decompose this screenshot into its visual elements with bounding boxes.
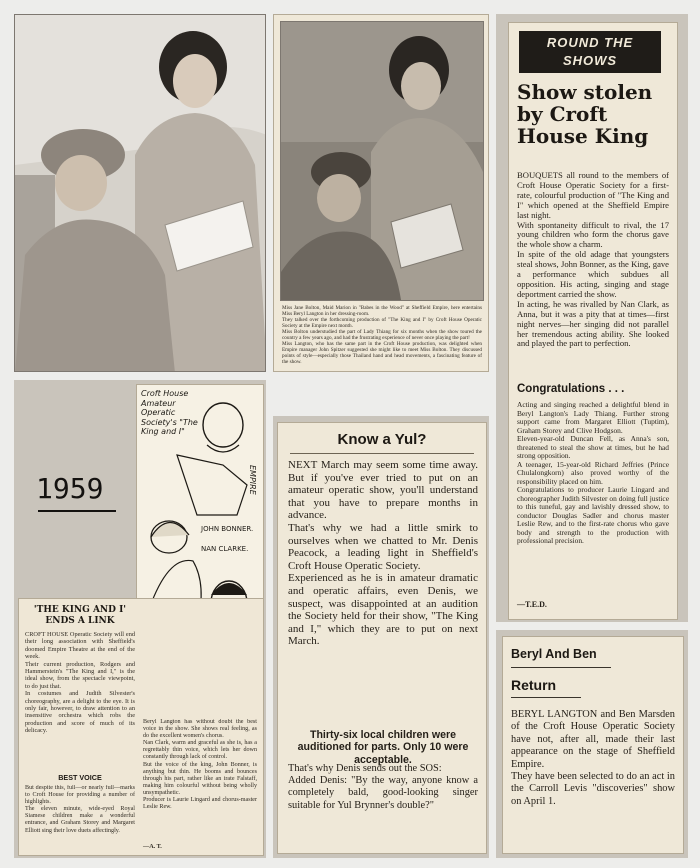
know-a-yul-body: NEXT March may seem some time away. But if you've ever tried to put on an amateur operatic show, you'll understand that you have to prepare months in advance. That's why we had a little smirk to ourselves when we chatted to Mr. Denis Peacock, a leading light in Sheffield's Croft House Operatic Society. Experienced as he is in amateur dramatic and operatic affairs, even Denis, we suspect, was disappointed at an audition the Society held for their show, "The King and I," which they are to put on next March.	[288, 459, 478, 648]
board-1959	[14, 380, 266, 858]
year-underline	[38, 510, 116, 512]
beryl-and-ben-rule	[511, 667, 611, 668]
photo-illustration	[15, 15, 266, 372]
clipping-dressing-room-photo	[273, 14, 489, 372]
round-the-shows-body-continued: Acting and singing reached a delightful blend in Beryl Langton's Lady Thiang. Further strong support came from Margaret Elliott (Tuptim), Graham Storey and Clive Hodgson. Eleven-year-old Duncan Fell, as Anna's son, threatened to steal the show at times, but he had strong opposition. A teenager, 15-year-old Richard Jeffries (Prince Chulalongkorn) also proved worthy of the responsibility placed on him. Congratulations to producer Laurie Lingard and choreographer Judith Silvester on doing full justice to this tuneful, gay and lavishly dressed show, to conductor Douglas Sadler and chorus master Leslie Rew, and to the first-rate chorus who gave body and strength to the production with professional precision.	[517, 401, 669, 545]
know-a-yul-bold: Thirty-six local children were auditioned for parts. Only 10 were acceptable.	[297, 729, 469, 766]
clipping-beryl-and-ben	[502, 636, 684, 854]
clipping-round-the-shows	[508, 22, 678, 620]
king-and-i-ends-body: CROFT HOUSE Operatic Society will end their long association with Sheffield's doomed Empire Theatre at the end of the week. Their current production, Rodgers and Hammerstein's "The King and I," is the ideal show, from the spectacle viewpoint, to do just that. In costumes and Judith Silvester's choreography, are a delight to the eye. It is only fair, however, to draw attention to an insensitive orchestra which robs the production and score of much of its delicacy.	[25, 631, 135, 735]
round-the-shows-signature: —T.E.D.	[517, 600, 547, 609]
king-and-i-ends-body-continued: But despite this, full—or nearly full—marks to Croft House for providing a number of highlights. The eleven minute, wide-eyed Royal Siamese children make a wonderful entrance, and Graham Storey and Margaret Elliott sing their love duets affectingly.	[25, 785, 135, 834]
newspaper-photo-illustration	[281, 22, 483, 300]
round-the-shows-banner: ROUND THE SHOWS	[519, 31, 661, 73]
cartoon-empire-label: EMPIRE	[248, 465, 257, 495]
board-round-the-shows	[496, 14, 688, 622]
king-and-i-ends-signature: —A. T.	[143, 843, 162, 850]
beryl-and-ben-body: BERYL LANGTON and Ben Marsden of the Croft House Operatic Society have not, after all, made their last appearance on the stage of Sheffield Empire. They have been selected to do an act in the Carroll Levis "discoveries" show on April 1.	[511, 709, 675, 807]
board-beryl-and-ben	[496, 630, 688, 858]
round-the-shows-body: BOUQUETS all round to the members of Croft House Operatic Society for a first-rate, colourful production of "The King and I" which opened at the Sheffield Empire last night. With spontaneity difficult to rival, the 17 young children who form the chorus gave the whole show a charm. In spite of the old adage that youngsters steal shows, John Bonner, as the King, gave a performance which subdues all opposition. His acting, singing and stage deportment carried the show. In acting, he was rivalled by Nan Clark, as Anna, but it was a pity that at times—first night nerves—her singing did not parallel her tremendous acting ability. She looked and played the part to perfection.	[517, 171, 669, 349]
photo-singers-chatting	[14, 14, 266, 372]
clipping-know-a-yul	[277, 422, 487, 854]
headline-rule	[290, 453, 474, 454]
photo-caption: Miss Jane Bolton, Maid Marion in "Babes in the Wood" at Sheffield Empire, here entertains Miss Beryl Langton in her dressing-room. They talked over the forthcoming production of "The King and I" by Croft House Operatic Society at the Empire next month. Miss Bolton understudied the part of Lady Thiang for six months when the show toured the country a few years ago, and had the frustrating experience of never once playing the part! Miss Langton, who has the same part in the Croft House production, was delighted when Empire manager John Spitzer suggested she might like to meet Miss Bolton. They discussed points of style—especially those Thailand hand and head movements, a fascinating feature of the show.	[282, 305, 482, 365]
beryl-and-ben-headline-return: Return	[511, 677, 557, 693]
clipping-king-and-i-ends	[18, 598, 264, 856]
cartoon-caption: Croft House Amateur Operatic Society's "The King and I"	[141, 389, 198, 436]
board-know-a-yul	[273, 416, 489, 858]
king-and-i-ends-headline: 'THE KING AND I' ENDS A LINK	[33, 605, 127, 626]
beryl-and-ben-headline: Beryl And Ben	[511, 647, 597, 661]
congratulations-subhead: Congratulations . . .	[517, 383, 625, 395]
newspaper-photo	[280, 21, 484, 301]
year-note: 1959	[36, 472, 104, 505]
know-a-yul-body-continued: That's why Denis sends out the SOS: Added Denis: "By the way, anyone know a completely bald, good-looking singer suitable for Yul Brynner's double?"	[288, 763, 478, 811]
cartoon-john-label: JOHN BONNER.	[201, 525, 254, 533]
know-a-yul-headline: Know a Yul?	[337, 431, 427, 448]
cartoon-nan-label: NAN CLARKE.	[201, 545, 249, 553]
beryl-and-ben-rule-2	[511, 697, 581, 698]
best-voice-subhead: BEST VOICE	[58, 773, 102, 782]
round-the-shows-headline: Show stolen by Croft House King	[517, 80, 653, 148]
king-and-i-ends-column-two: Beryl Langton has without doubt the best voice in the show. She shows real feeling, as do the excellent women's chorus. Nan Clark, warm and graceful as she is, has a regrettably thin voice, which lets her down constantly through lack of control. But the voice of the king, John Bonner, is anything but thin. He booms and bounces through his part, rather like an irate Falstaff, making him colourful without being wholly unsympathetic. Producer is Laurie Lingard and chorus-master Leslie Rew.	[143, 719, 257, 811]
